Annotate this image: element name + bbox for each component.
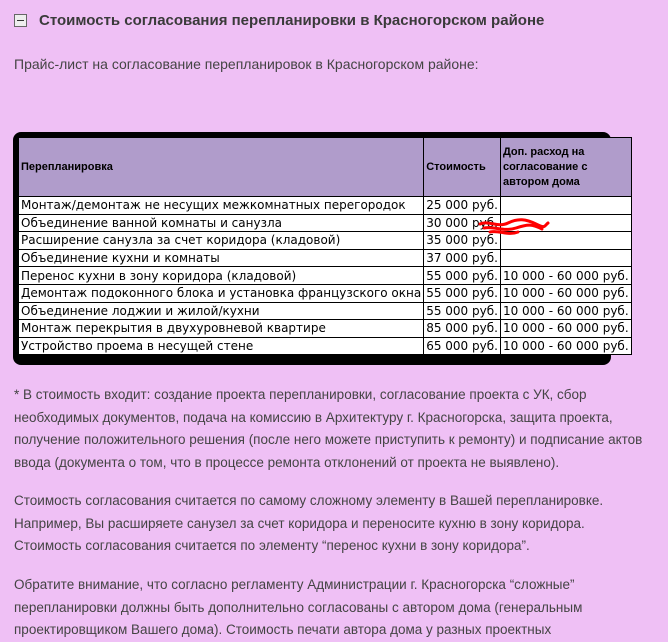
row-name: Монтаж/демонтаж не несущих межкомнатных перегородок <box>19 197 424 215</box>
collapse-icon[interactable] <box>14 14 27 27</box>
header-extra-cost: Доп. расход на согласование с автором дома <box>500 138 631 197</box>
paragraph-notice: Обратите внимание, что согласно регламенту Администрации г. Красногорска “сложные” перепланировки должны быть дополнительно согласованы с автором дома (генеральным проектировщиком Вашего дома). Стоимость печати автора дома у разных проектных <box>14 577 583 637</box>
red-scribble-mark <box>478 214 550 240</box>
row-extra: 10 000 - 60 000 руб. <box>500 284 631 302</box>
row-name: Устройство проема в несущей стене <box>19 337 424 355</box>
section-header <box>14 12 544 29</box>
row-cost: 37 000 руб. <box>424 249 501 267</box>
table-header-row <box>19 138 632 197</box>
row-extra <box>500 249 631 267</box>
table-row <box>19 249 632 267</box>
table-row <box>19 197 632 215</box>
price-table <box>18 137 632 355</box>
row-cost: 55 000 руб. <box>424 267 501 285</box>
row-name: Демонтаж подоконного блока и установка французского окна <box>19 284 424 302</box>
table-row <box>19 284 632 302</box>
row-cost: 85 000 руб. <box>424 320 501 338</box>
row-name: Перенос кухни в зону коридора (кладовой) <box>19 267 424 285</box>
row-extra: 10 000 - 60 000 руб. <box>500 337 631 355</box>
table-row <box>19 320 632 338</box>
row-name: Объединение лоджии и жилой/кухни <box>19 302 424 320</box>
row-name: Расширение санузла за счет коридора (кладовой) <box>19 232 424 250</box>
row-name: Объединение ванной комнаты и санузла <box>19 214 424 232</box>
row-name: Объединение кухни и комнаты <box>19 249 424 267</box>
header-replanning: Перепланировка <box>19 138 424 197</box>
intro-text: Прайс-лист на согласование перепланировок в Красногорском районе: <box>14 56 479 72</box>
row-cost: 35 000 руб. <box>424 232 501 250</box>
row-cost: 30 000 руб. <box>424 214 501 232</box>
table-row <box>19 302 632 320</box>
table-row <box>19 267 632 285</box>
row-cost: 65 000 руб. <box>424 337 501 355</box>
row-extra <box>500 197 631 215</box>
row-cost: 55 000 руб. <box>424 284 501 302</box>
price-table-frame <box>13 132 629 365</box>
row-extra: 10 000 - 60 000 руб. <box>500 267 631 285</box>
row-cost: 25 000 руб. <box>424 197 501 215</box>
section-title: Стоимость согласования перепланировки в Красногорском районе <box>39 12 545 29</box>
table-row <box>19 337 632 355</box>
header-cost: Стоимость <box>424 138 501 197</box>
paragraph-includes: * В стоимость входит: создание проекта перепланировки, согласование проекта с УК, сбор необходимых документов, подача на комиссию в Архитектуру г. Красногорска, защита проекта, получение положительного решения (после него можете приступить к ремонту) и подписание актов ввода (документа о том, что в процессе ремонта отклонений от проекта не выявлено). <box>14 387 643 470</box>
paragraph-cost-rule: Стоимость согласования считается по самому сложному элементу в Вашей перепланировке. Например, Вы расширяете санузел за счет коридора и переносите кухню в зону коридора. Стоимость согласования считается по элементу “перенос кухни в зону коридора”. <box>14 493 604 553</box>
row-name: Монтаж перекрытия в двухуровневой квартире <box>19 320 424 338</box>
row-cost: 55 000 руб. <box>424 302 501 320</box>
row-extra: 10 000 - 60 000 руб. <box>500 320 631 338</box>
row-extra: 10 000 - 60 000 руб. <box>500 302 631 320</box>
